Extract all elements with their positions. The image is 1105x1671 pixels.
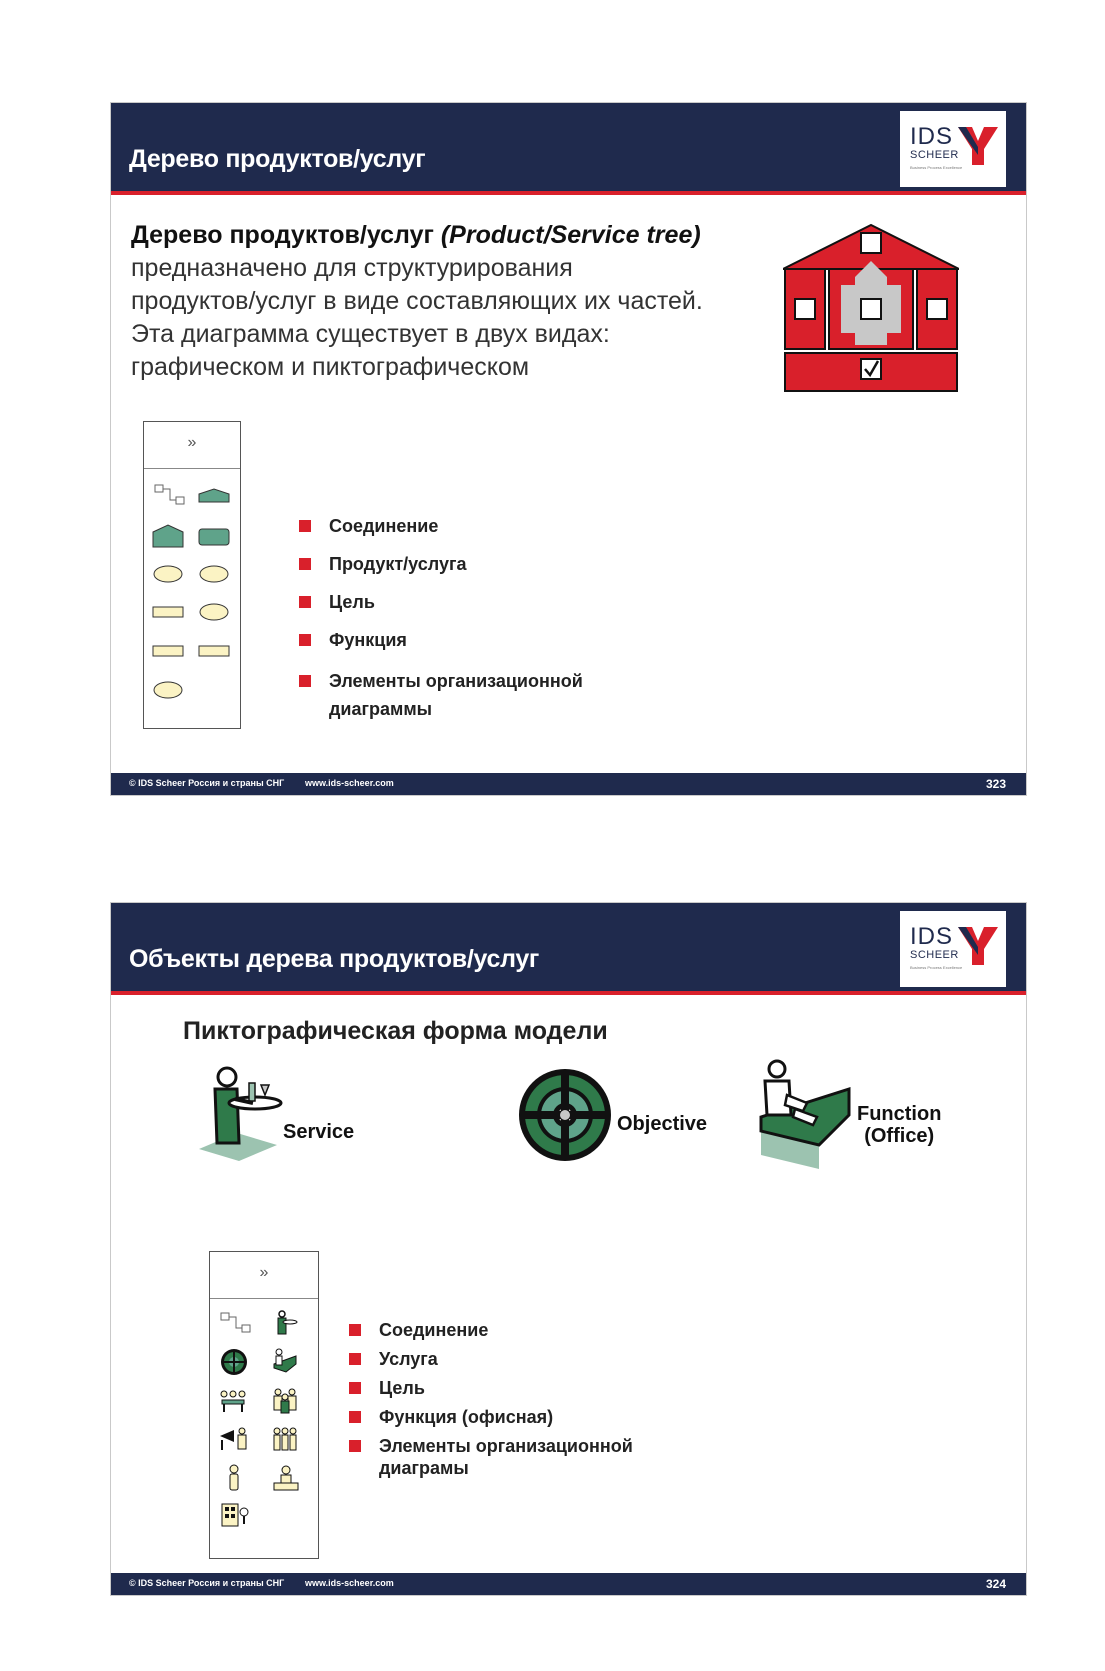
product-tree-header-icon — [198, 488, 230, 504]
legend-item: Функция — [299, 629, 659, 651]
page-number: 323 — [985, 777, 1006, 791]
scheer-logo-mark-icon — [958, 925, 998, 965]
palette-expand-button[interactable]: » — [187, 434, 197, 451]
organizational-unit-icon — [270, 1386, 300, 1414]
group-icon — [270, 1426, 300, 1452]
slide-323 — [110, 102, 1027, 796]
footer-link[interactable]: www.ids-scheer.com — [305, 778, 394, 788]
function-rect-icon — [152, 644, 184, 658]
slide-title: Объекты дерева продуктов/услуг — [129, 945, 540, 973]
service-waiter-icon — [197, 1063, 283, 1163]
connection-tool-icon — [220, 1312, 252, 1334]
scheer-logo-mark-icon — [958, 125, 998, 165]
connection-tool-icon — [154, 484, 186, 506]
function-rect-icon — [198, 644, 230, 658]
section-subtitle: Пиктографическая форма модели — [183, 1017, 608, 1045]
function-office-small-icon — [272, 1348, 298, 1374]
objective-ellipse-icon — [198, 564, 230, 584]
slide-footer — [111, 773, 1026, 795]
legend-item: Элементы организационной диаграммы — [299, 667, 629, 723]
product-service-rect-icon — [198, 528, 230, 546]
legend-item: Функция (офисная) — [349, 1406, 669, 1428]
objective-ellipse-icon — [152, 564, 184, 584]
product-service-house-icon — [152, 524, 184, 548]
legend-item: Услуга — [349, 1348, 669, 1370]
slide-footer — [111, 1573, 1026, 1595]
ids-scheer-logo: IDS SCHEER Business Process Excellence — [900, 911, 1006, 987]
org-element-ellipse-icon — [152, 680, 184, 700]
service-label: Service — [283, 1121, 355, 1143]
slide-header — [111, 903, 1026, 995]
footer-link[interactable]: www.ids-scheer.com — [305, 1578, 394, 1588]
legend-item: Цель — [349, 1377, 669, 1399]
presenter-icon — [218, 1426, 250, 1452]
function-office-desk-icon — [757, 1059, 853, 1171]
group-meeting-icon — [218, 1388, 248, 1414]
objective-ellipse-icon — [198, 602, 230, 622]
intro-paragraph: Дерево продуктов/услуг (Product/Service tree) предназначено для структурирования продуктов/услуг в виде составляющих их частей. Эта диаграмма существует в двух видах: графическом и пиктографическом — [131, 221, 703, 381]
legend-item: Соединение — [349, 1319, 669, 1341]
objective-label: Objective — [617, 1113, 708, 1135]
location-building-icon — [220, 1502, 250, 1528]
slide-title: Дерево продуктов/услуг — [129, 145, 426, 173]
objective-target-icon — [517, 1067, 613, 1163]
ids-scheer-logo: IDS SCHEER Business Process Excellence — [900, 111, 1006, 187]
footer-copyright: © IDS Scheer Россия и страны СНГ — [129, 778, 285, 788]
symbol-palette — [143, 421, 241, 729]
slide-324 — [110, 902, 1027, 1596]
product-tree-house-icon — [783, 223, 959, 401]
function-rect-icon — [152, 604, 184, 620]
symbol-palette — [209, 1251, 319, 1559]
slide-header — [111, 103, 1026, 195]
palette-expand-button[interactable]: » — [259, 1264, 269, 1281]
legend-list — [299, 515, 659, 723]
legend-item: Соединение — [299, 515, 659, 537]
objective-target-small-icon — [220, 1348, 248, 1376]
function-label: Function (Office) — [857, 1103, 942, 1147]
person-icon — [226, 1464, 242, 1492]
legend-list — [349, 1319, 669, 1479]
position-icon — [272, 1464, 300, 1492]
service-waiter-small-icon — [274, 1310, 298, 1336]
footer-copyright: © IDS Scheer Россия и страны СНГ — [129, 1578, 285, 1588]
legend-item: Элементы организационной диаграмы — [349, 1435, 669, 1479]
legend-item: Цель — [299, 591, 659, 613]
legend-item: Продукт/услуга — [299, 553, 659, 575]
page-number: 324 — [985, 1577, 1006, 1591]
